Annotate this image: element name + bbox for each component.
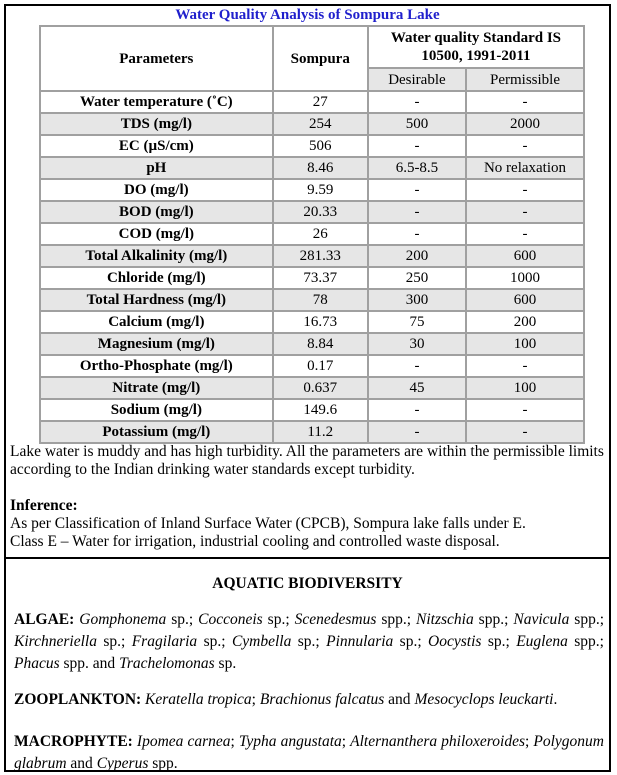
species-suffix: ; (251, 691, 260, 708)
param-cell: Nitrate (mg/l) (40, 377, 273, 399)
value-cell: 9.59 (273, 179, 368, 201)
zooplankton-paragraph (14, 689, 604, 711)
species-name: Trachelomonas (119, 655, 215, 672)
species-name: Cymbella (231, 633, 292, 650)
species-name: Kirchneriella (14, 633, 97, 650)
value-cell: 16.73 (273, 311, 368, 333)
species-name: Cyperus (96, 755, 149, 772)
species-suffix: sp.; (96, 633, 132, 650)
desirable-cell: - (368, 201, 466, 223)
desirable-cell: - (368, 91, 466, 113)
desirable-cell: 75 (368, 311, 466, 333)
species-name: Mesocyclops leuckarti (414, 691, 554, 708)
desirable-cell: - (368, 135, 466, 157)
value-cell: 281.33 (273, 245, 368, 267)
species-name: Phacus (14, 655, 60, 672)
value-cell: 506 (273, 135, 368, 157)
param-cell: BOD (mg/l) (40, 201, 273, 223)
species-suffix: sp.; (481, 633, 517, 650)
param-cell: Ortho-Phosphate (mg/l) (40, 355, 273, 377)
value-cell: 27 (273, 91, 368, 113)
param-cell: Chloride (mg/l) (40, 267, 273, 289)
species-suffix: and (384, 691, 415, 708)
param-cell: Sodium (mg/l) (40, 399, 273, 421)
permissible-cell: 600 (466, 245, 584, 267)
permissible-cell: 100 (466, 377, 584, 399)
species-suffix: sp.; (262, 611, 295, 628)
param-cell: DO (mg/l) (40, 179, 273, 201)
table-row (40, 267, 584, 289)
species-suffix: sp.; (291, 633, 327, 650)
desirable-cell: 6.5-8.5 (368, 157, 466, 179)
species-name: Brachionus falcatus (259, 691, 385, 708)
species-name: Nitzschia (416, 611, 474, 628)
desirable-cell: - (368, 399, 466, 421)
permissible-cell: 200 (466, 311, 584, 333)
species-suffix: and (66, 755, 97, 772)
page-frame (4, 4, 611, 772)
value-cell: 254 (273, 113, 368, 135)
inference-label: Inference: (10, 497, 78, 514)
species-suffix: spp.; (569, 611, 605, 628)
species-name: Polygonum glabrum (14, 733, 604, 772)
table-row (40, 377, 584, 399)
water-quality-section (6, 6, 609, 557)
permissible-cell: 600 (466, 289, 584, 311)
param-cell: Water temperature (˚C) (40, 91, 273, 113)
table-header-row (40, 26, 584, 68)
permissible-cell: - (466, 223, 584, 245)
species-name: Gomphonema (79, 611, 167, 628)
value-cell: 149.6 (273, 399, 368, 421)
desirable-cell: 250 (368, 267, 466, 289)
header-desirable: Desirable (368, 68, 466, 91)
table-title: Water Quality Analysis of Sompura Lake (175, 7, 440, 23)
species-name: Pinnularia (326, 633, 394, 650)
table-row (40, 157, 584, 179)
desirable-cell: 30 (368, 333, 466, 355)
param-cell: TDS (mg/l) (40, 113, 273, 135)
species-suffix: spp.; (376, 611, 417, 628)
species-suffix: spp. (148, 755, 178, 772)
inference-line-2: Class E – Water for irrigation, industrial cooling and controlled waste disposal. (10, 533, 500, 550)
zooplankton-label: ZOOPLANKTON: (14, 691, 142, 708)
param-cell: Potassium (mg/l) (40, 421, 273, 443)
species-suffix: ; (341, 733, 351, 750)
desirable-cell: - (368, 355, 466, 377)
table-row (40, 311, 584, 333)
biodiversity-section (6, 559, 609, 770)
species-suffix: ; (524, 733, 534, 750)
species-name: Typha angustata (238, 733, 342, 750)
header-standard: Water quality Standard IS 10500, 1991-2011 (368, 26, 584, 68)
param-cell: Calcium (mg/l) (40, 311, 273, 333)
species-name: Cocconeis (198, 611, 263, 628)
value-cell: 8.46 (273, 157, 368, 179)
water-quality-table (39, 25, 585, 444)
permissible-cell: 2000 (466, 113, 584, 135)
permissible-cell: - (466, 179, 584, 201)
param-cell: pH (40, 157, 273, 179)
summary-text: Lake water is muddy and has high turbidity. All the parameters are within the permissible limits according to the Indian drinking water standards except turbidity. (10, 443, 604, 478)
header-permissible: Permissible (466, 68, 584, 91)
table-row (40, 333, 584, 355)
permissible-cell: - (466, 135, 584, 157)
value-cell: 0.17 (273, 355, 368, 377)
desirable-cell: 500 (368, 113, 466, 135)
algae-paragraph (14, 609, 604, 675)
species-name: Fragilaria (131, 633, 198, 650)
species-name: Keratella tropica (145, 691, 252, 708)
table-row (40, 91, 584, 113)
param-cell: EC (µS/cm) (40, 135, 273, 157)
header-parameters: Parameters (40, 26, 273, 91)
algae-label: ALGAE: (14, 611, 75, 628)
permissible-cell: - (466, 201, 584, 223)
species-suffix: spp.; (567, 633, 604, 650)
macrophyte-paragraph (14, 731, 604, 775)
desirable-cell: - (368, 421, 466, 443)
species-suffix: . (553, 691, 558, 708)
param-cell: Total Hardness (mg/l) (40, 289, 273, 311)
table-body (40, 91, 584, 443)
permissible-cell: 100 (466, 333, 584, 355)
permissible-cell: - (466, 355, 584, 377)
macrophyte-label: MACROPHYTE: (14, 733, 133, 750)
param-cell: Magnesium (mg/l) (40, 333, 273, 355)
species-name: Navicula (513, 611, 570, 628)
value-cell: 8.84 (273, 333, 368, 355)
species-name: Alternanthera philoxeroides (350, 733, 525, 750)
species-suffix: spp. and (59, 655, 120, 672)
species-suffix: sp. (214, 655, 237, 672)
table-row (40, 113, 584, 135)
species-name: Oocystis (428, 633, 482, 650)
desirable-cell: 200 (368, 245, 466, 267)
species-name: Scenedesmus (294, 611, 377, 628)
species-name: Ipomea carnea (136, 733, 231, 750)
species-suffix: sp.; (393, 633, 429, 650)
permissible-cell: 1000 (466, 267, 584, 289)
table-row (40, 245, 584, 267)
permissible-cell: - (466, 91, 584, 113)
species-name: Euglena (516, 633, 568, 650)
notes (10, 443, 606, 551)
species-suffix: spp.; (473, 611, 514, 628)
table-row (40, 223, 584, 245)
table-row (40, 179, 584, 201)
species-suffix: sp.; (166, 611, 199, 628)
permissible-cell: - (466, 421, 584, 443)
desirable-cell: 45 (368, 377, 466, 399)
value-cell: 20.33 (273, 201, 368, 223)
table-row (40, 421, 584, 443)
value-cell: 73.37 (273, 267, 368, 289)
value-cell: 78 (273, 289, 368, 311)
inference-line-1: As per Classification of Inland Surface Water (CPCB), Sompura lake falls under E. (10, 515, 526, 532)
table-row (40, 201, 584, 223)
desirable-cell: - (368, 179, 466, 201)
param-cell: COD (mg/l) (40, 223, 273, 245)
table-row (40, 399, 584, 421)
permissible-cell: No relaxation (466, 157, 584, 179)
value-cell: 11.2 (273, 421, 368, 443)
desirable-cell: 300 (368, 289, 466, 311)
permissible-cell: - (466, 399, 584, 421)
header-site: Sompura (273, 26, 368, 91)
value-cell: 0.637 (273, 377, 368, 399)
table-row (40, 355, 584, 377)
biodiversity-title: AQUATIC BIODIVERSITY (212, 575, 403, 592)
value-cell: 26 (273, 223, 368, 245)
table-row (40, 135, 584, 157)
table-row (40, 289, 584, 311)
species-suffix: sp.; (197, 633, 232, 650)
species-suffix: ; (230, 733, 239, 750)
param-cell: Total Alkalinity (mg/l) (40, 245, 273, 267)
desirable-cell: - (368, 223, 466, 245)
